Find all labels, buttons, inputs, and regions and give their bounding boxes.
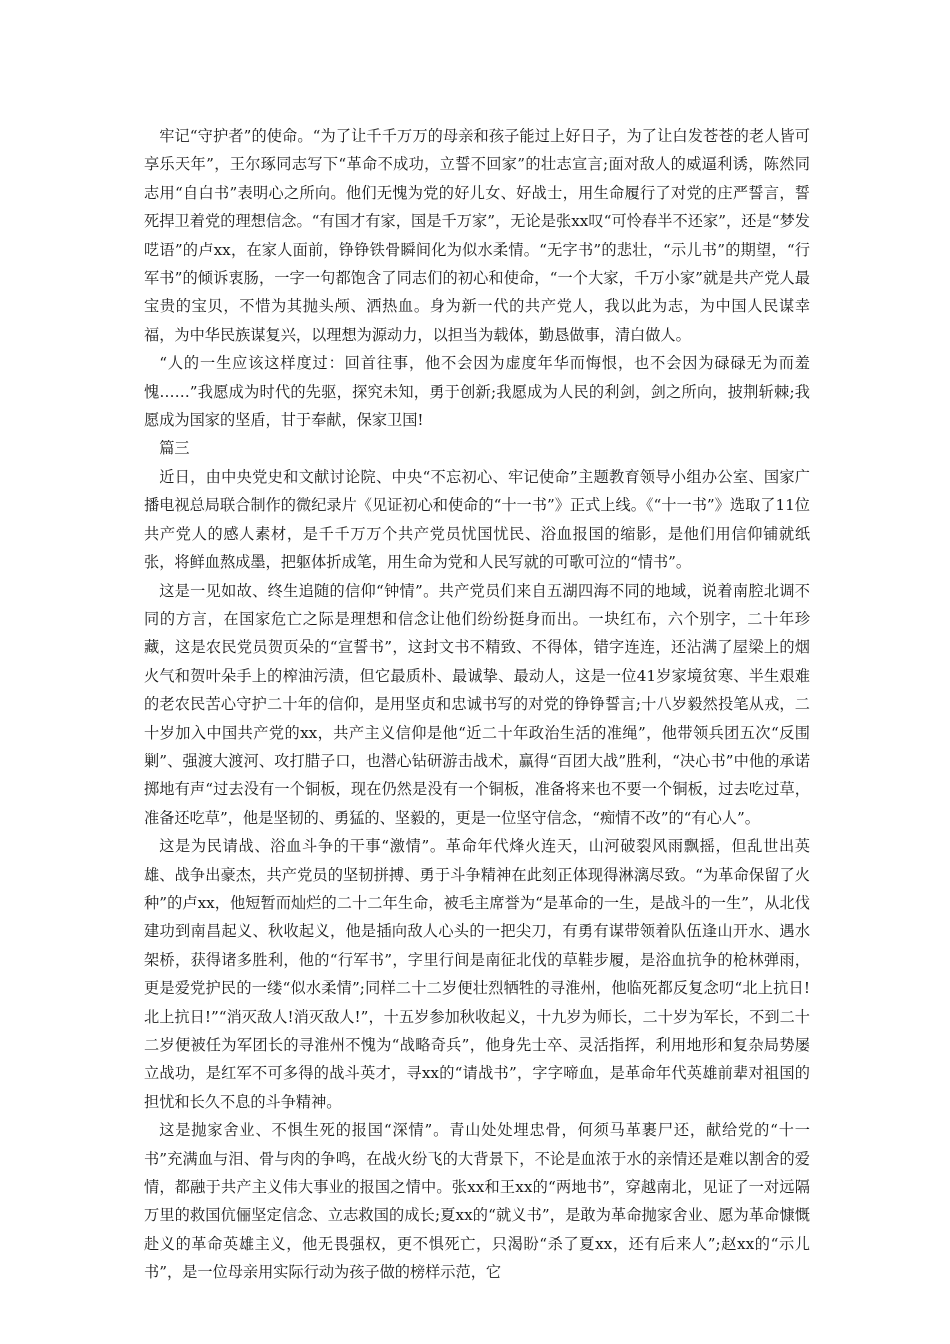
paragraph-guardian-mission: 牢记“守护者”的使命。“为了让千千万万的母亲和孩子能过上好日子，为了让白发苍苍的老人皆可享乐天年”，王尔琢同志写下“革命不成功，立誓不回家”的壮志宣言;面对敌人的威逼利诱，陈然同志用“自白书”表明心之所向。他们无愧为党的好儿女、好战士，用生命履行了对党的庄严誓言，誓死捍卫着党的理想信念。“有国才有家，国是千万家”，无论是张xx叹“可怜春半不还家”，还是“梦发呓语”的卢xx，在家人面前，铮铮铁骨瞬间化为似水柔情。“无字书”的悲壮，“示儿书”的期望，“行军书”的倾诉衷肠，一字一句都饱含了同志们的初心和使命，“一个大家，千万小家”就是共产党人最宝贵的宝贝，不惜为其抛头颅、洒热血。身为新一代的共产党人，我以此为志，为中国人民谋幸福，为中华民族谋复兴，以理想为源动力，以担当为载体，勤恳做事，清白做人。 — [144, 127, 810, 344]
document-body — [144, 122, 810, 1287]
paragraph-documentary-intro: 近日，由中央党史和文献讨论院、中央“不忘初心、牢记使命”主题教育领导小组办公室、国家广播电视总局联合制作的微纪录片《见证初心和使命的“十一书”》正式上线。《“十一书”》选取了11位共产党人的感人素材，是千千万万个共产党员忧国忧民、浴血报国的缩影，是他们用信仰铺就纸张，将鲜血熬成墨，把躯体折成笔，用生命为党和人民写就的可歌可泣的“情书”。 — [144, 467, 810, 572]
paragraph-faith-devotion: 这是一见如故、终生追随的信仰“钟情”。共产党员们来自五湖四海不同的地域，说着南腔北调不同的方言，在国家危亡之际是理想和信念让他们纷纷挺身而出。一块红布，六个别字，二十年珍藏，这是农民党员贺页朵的“宣誓书”，这封文书不精致、不得体，错字连连，还沾满了屋梁上的烟火气和贺叶朵手上的榨油污渍，但它最质朴、最诚挚、最动人，这是一位41岁家境贫寒、半生艰难的老农民苦心守护二十年的信仰，是用坚贞和忠诚书写的对党的铮铮誓言;十八岁毅然投笔从戎，二十岁加入中国共产党的xx，共产主义信仰是他“近二十年政治生活的准绳”，他带领兵团五次“反围剿”、强渡大渡河、攻打腊子口，也潜心钻研游击战术，赢得“百团大战”胜利，“决心书”中他的承诺掷地有声“过去没有一个铜板，现在仍然是没有一个铜板，准备将来也不要一个铜板，过去吃过草，准备还吃草”，他是坚韧的、勇猛的、坚毅的，更是一位坚守信念，“痴情不改”的“有心人”。 — [144, 581, 810, 827]
paragraph-fighting-passion: 这是为民请战、浴血斗争的干事“激情”。革命年代烽火连天，山河破裂风雨飘摇，但乱世出英雄、战争出豪杰，共产党员的坚韧拼搏、勇于斗争精神在此刻正体现得淋漓尽致。“为革命保留了火种”的卢xx，他短暂而灿烂的二十二年生命，被毛主席誉为“是革命的一生，是战斗的一生”，从北伐建功到南昌起义、秋收起义，他是插向敌人心头的一把尖刀，有勇有谋带领着队伍逢山开水、遇水架桥，获得诸多胜利，他的“行军书”，字里行间是南征北伐的草鞋步履，是浴血抗争的枪林弹雨，更是爱党护民的一缕“似水柔情”;同样二十二岁便壮烈牺牲的寻淮州，他临死都反复念叨“北上抗日!北上抗日!”“消灭敌人!消灭敌人!”，十五岁参加秋收起义，十九岁为师长，二十岁为军长，不到二十二岁便被任为军团长的寻淮州不愧为“战略奇兵”，他身先士卒、灵活指挥，利用地形和复杂局势屡立战功，是红军不可多得的战斗英才，寻xx的“请战书”，字字啼血，是革命年代英雄前辈对祖国的担忧和长久不息的斗争精神。 — [144, 837, 810, 1111]
paragraph-life-quote: “人的一生应该这样度过：回首往事，他不会因为虚度年华而悔恨，也不会因为碌碌无为而羞愧……”我愿成为时代的先驱，探究未知，勇于创新;我愿成为人民的利剑，剑之所向，披荆斩棘;我愿成为国家的坚盾，甘于奉献，保家卫国! — [144, 354, 810, 430]
paragraph-patriotic-affection: 这是抛家舍业、不惧生死的报国“深情”。青山处处埋忠骨，何须马革裹尸还，献给党的“十一书”充满血与泪、骨与肉的争鸣，在战火纷飞的大背景下，不论是血浓于水的亲情还是难以割舍的爱情，都融于共产主义伟大事业的报国之情中。张xx和王xx的“两地书”，穿越南北，见证了一对远隔万里的救国伉俪坚定信念、立志救国的成长;夏xx的“就义书”，是敢为革命抛家舍业、愿为革命慷慨赴义的革命英雄主义，他无畏强权，更不惧死亡，只渴盼“杀了夏xx，还有后来人”;赵xx的“示儿书”，是一位母亲用实际行动为孩子做的榜样示范，它 — [144, 1121, 810, 1282]
section-heading: 篇三 — [159, 439, 190, 458]
